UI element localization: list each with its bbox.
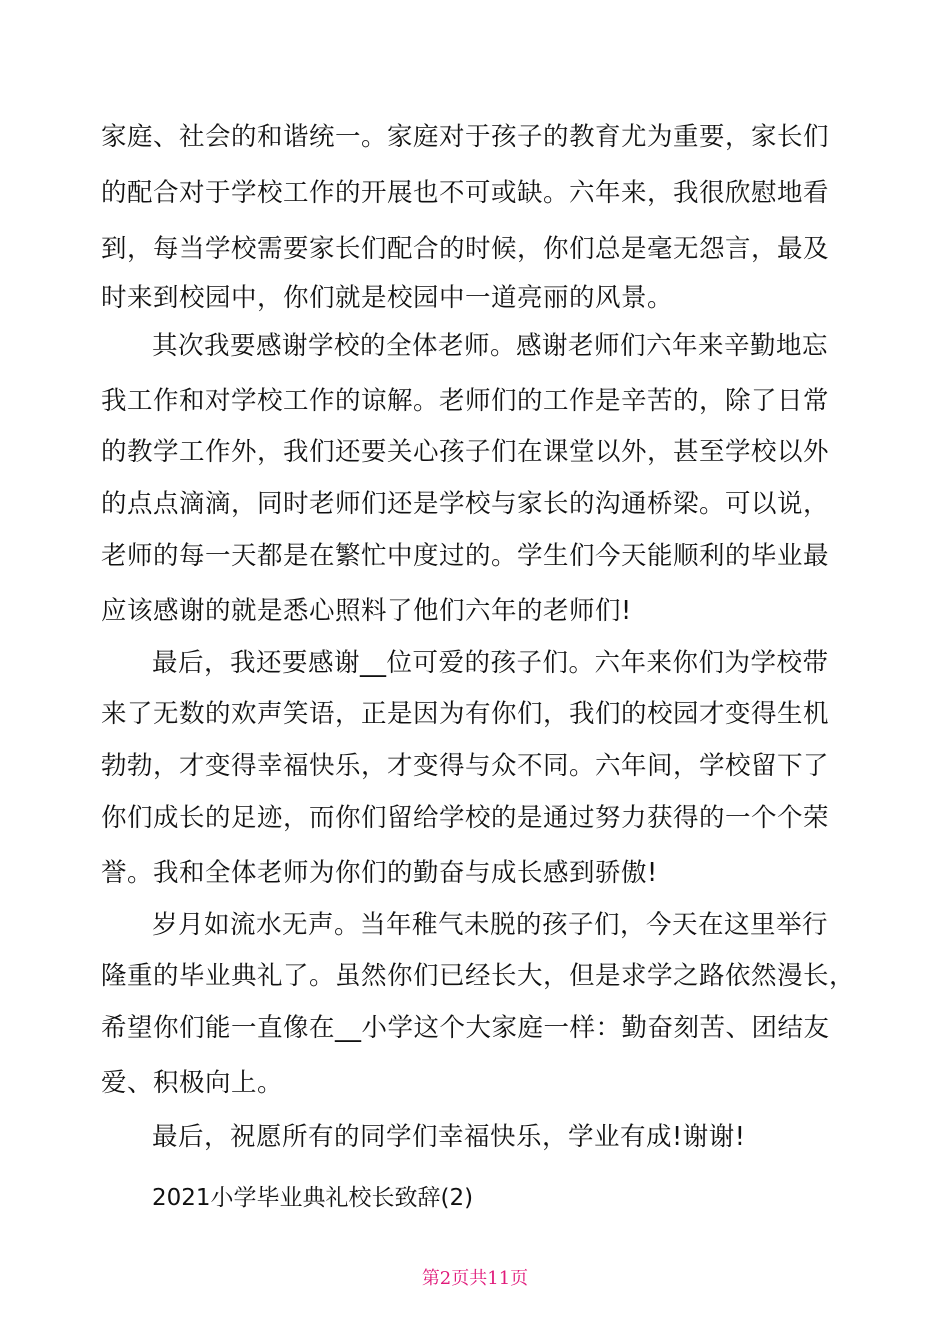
text-line: 家庭、社会的和谐统一。家庭对于孩子的教育尤为重要，家长们 — [101, 122, 830, 152]
text-line: 其次我要感谢学校的全体老师。感谢老师们六年来辛勤地忘 — [152, 331, 829, 361]
text-line: 到，每当学校需要家长们配合的时候，你们总是毫无怨言，最及 — [101, 234, 830, 264]
text-line: 应该感谢的就是悉心照料了他们六年的老师们! — [101, 596, 632, 626]
section-heading: 2021小学毕业典礼校长致辞(2) — [152, 1185, 474, 1211]
text-line: 最后，我还要感谢__位可爱的孩子们。六年来你们为学校带 — [152, 648, 829, 678]
text-line: 我工作和对学校工作的谅解。老师们的工作是辛苦的，除了日常 — [101, 386, 830, 416]
text-line: 的教学工作外，我们还要关心孩子们在课堂以外，甚至学校以外 — [101, 437, 830, 467]
text-line: 的配合对于学校工作的开展也不可或缺。六年来，我很欣慰地看 — [101, 178, 830, 208]
text-line: 你们成长的足迹，而你们留给学校的是通过努力获得的一个个荣 — [101, 803, 830, 833]
text-line: 希望你们能一直像在__小学这个大家庭一样：勤奋刻苦、团结友 — [101, 1013, 830, 1043]
text-line: 隆重的毕业典礼了。虽然你们已经长大，但是求学之路依然漫长， — [101, 961, 856, 991]
text-line: 岁月如流水无声。当年稚气未脱的孩子们，今天在这里举行 — [152, 910, 829, 940]
text-line: 勃勃，才变得幸福快乐，才变得与众不同。六年间，学校留下了 — [101, 751, 830, 781]
text-line: 时来到校园中，你们就是校园中一道亮丽的风景。 — [101, 283, 674, 313]
text-line: 老师的每一天都是在繁忙中度过的。学生们今天能顺利的毕业最 — [101, 541, 830, 571]
text-line: 爱、积极向上。 — [101, 1068, 284, 1098]
text-line: 的点点滴滴，同时老师们还是学校与家长的沟通桥梁。可以说， — [101, 489, 830, 519]
text-line: 誉。我和全体老师为你们的勤奋与成长感到骄傲! — [101, 858, 658, 888]
page-number-footer: 第2页共11页 — [421, 1268, 529, 1289]
text-line: 最后，祝愿所有的同学们幸福快乐，学业有成!谢谢! — [152, 1122, 746, 1152]
text-line: 来了无数的欢声笑语，正是因为有你们，我们的校园才变得生机 — [101, 699, 830, 729]
